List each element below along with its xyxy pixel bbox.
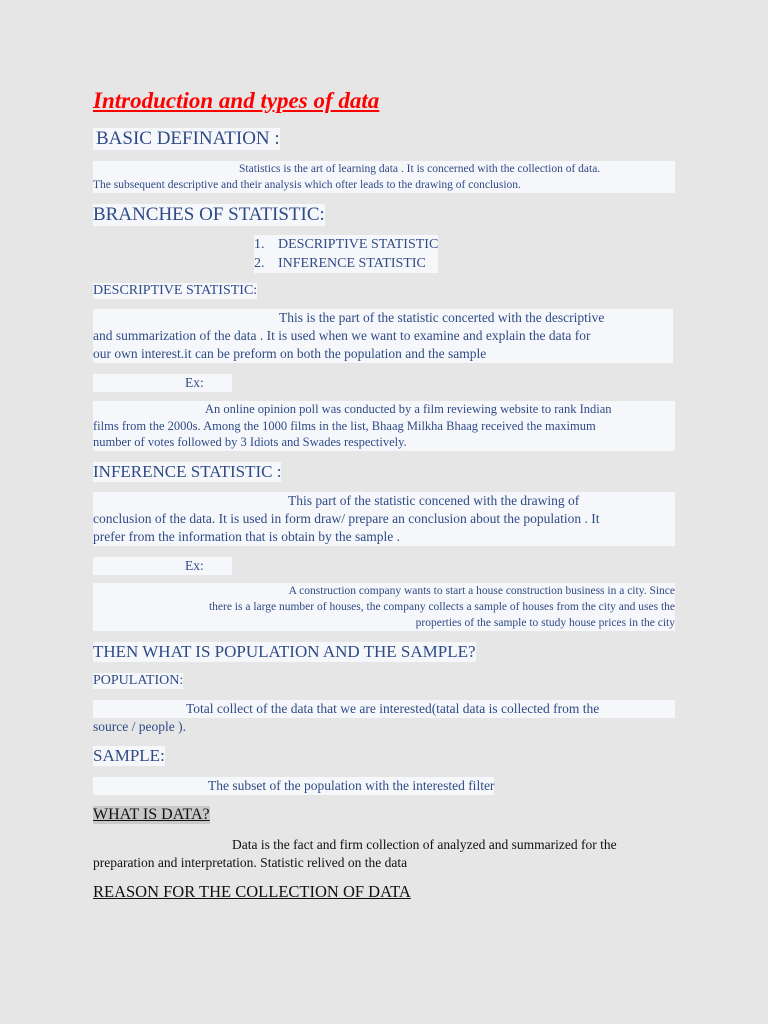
inference-example [93, 583, 675, 631]
sample-heading: SAMPLE: [93, 746, 165, 765]
inference-line-3: prefer from the information that is obtain by the sample . [93, 528, 675, 546]
descriptive-example-line-2: films from the 2000s. Among the 1000 films in the list, Bhaag Milkha Bhaag received the maximum [93, 418, 675, 435]
basic-definition-line-1: Statistics is the art of learning data . It is concerned with the collection of data. [93, 161, 675, 177]
data-text [93, 836, 675, 872]
inference-heading: INFERENCE STATISTIC : [93, 462, 282, 481]
basic-definition-text [93, 161, 675, 193]
inference-line-1: This part of the statistic concened with the drawing of [93, 492, 675, 510]
descriptive-line-3: our own interest.it can be preform on both the population and the sample [93, 345, 673, 363]
data-line-1: Data is the fact and firm collection of analyzed and summarized for the [232, 837, 617, 852]
branches-list-item: 2. INFERENCE STATISTIC [254, 254, 438, 273]
reason-heading: REASON FOR THE COLLECTION OF DATA [93, 882, 411, 901]
descriptive-heading: DESCRIPTIVE STATISTIC: [93, 283, 258, 298]
inference-example-line-2: there is a large number of houses, the company collects a sample of houses from the city and uses the [93, 599, 675, 615]
branches-list-item: 1. DESCRIPTIVE STATISTIC [254, 237, 439, 252]
descriptive-line-1: This is the part of the statistic concerted with the descriptive [93, 309, 673, 327]
basic-definition-heading: BASIC DEFINATION : [93, 128, 280, 150]
population-line-2: source / people ). [93, 719, 186, 734]
inference-line-2: conclusion of the data. It is used in form draw/ prepare an conclusion about the population . It [93, 510, 675, 528]
branches-list [254, 235, 438, 273]
descriptive-example-line-3: number of votes followed by 3 Idiots and Swades respectively. [93, 434, 675, 451]
branches-heading: BRANCHES OF STATISTIC: [93, 204, 325, 225]
population-line-1: Total collect of the data that we are interested(tatal data is collected from the [93, 700, 675, 718]
descriptive-text [93, 309, 673, 363]
population-heading: POPULATION: [93, 673, 184, 688]
sample-text: The subset of the population with the interested filter [93, 777, 494, 795]
inference-ex-label: Ex: [93, 557, 232, 575]
descriptive-example-line-1: An online opinion poll was conducted by a film reviewing website to rank Indian [93, 401, 675, 418]
data-line-2: preparation and interpretation. Statistic relived on the data [93, 855, 408, 870]
descriptive-line-2: and summarization of the data . It is used when we want to examine and explain the data for [93, 327, 673, 345]
page-title: Introduction and types of data [93, 88, 380, 113]
data-heading: WHAT IS DATA? [93, 806, 210, 823]
descriptive-ex-label: Ex: [93, 374, 232, 392]
population-text [93, 700, 675, 736]
descriptive-example [93, 401, 675, 451]
inference-example-line-1: A construction company wants to start a house construction business in a city. Since [93, 583, 675, 599]
inference-example-line-3: properties of the sample to study house prices in the city [93, 615, 675, 631]
basic-definition-line-2: The subsequent descriptive and their analysis which ofter leads to the drawing of conclusion. [93, 177, 675, 193]
inference-text [93, 492, 675, 546]
population-sample-heading: THEN WHAT IS POPULATION AND THE SAMPLE? [93, 642, 476, 661]
